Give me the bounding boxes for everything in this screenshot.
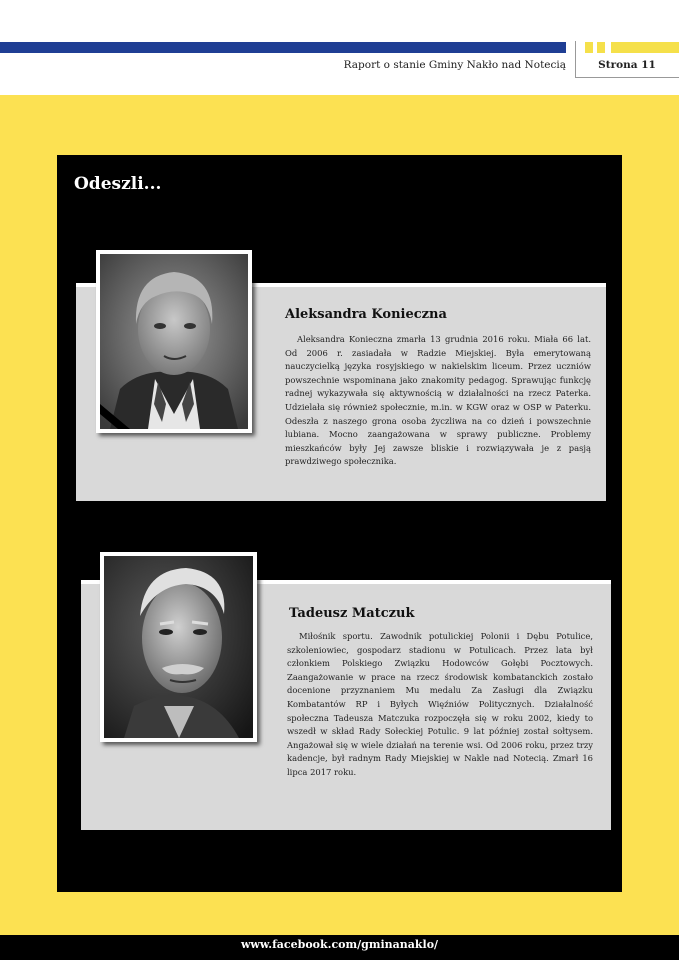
header-divider: [575, 41, 576, 78]
person-name: Aleksandra Konieczna: [285, 307, 447, 322]
portrait-man-image: [104, 556, 253, 738]
header-underline: [575, 77, 679, 78]
report-title: Raport o stanie Gminy Nakło nad Notecią: [343, 59, 566, 71]
section-title: Odeszli...: [74, 174, 162, 194]
person-name: Tadeusz Matczuk: [289, 606, 415, 621]
header-blue-bar: [0, 42, 566, 53]
portrait-woman-image: [100, 254, 248, 429]
footer-facebook-link[interactable]: www.facebook.com/gminanaklo/: [240, 938, 439, 951]
header-yellow-square: [585, 42, 593, 53]
header-yellow-bar: [611, 42, 679, 53]
portrait-photo: [96, 250, 252, 433]
person-bio: Miłośnik sportu. Zawodnik potulickiej Polonii i Dębu Potulice, szkoleniowiec, gospodarz stadionu w Potulicach. Przez lata był członkiem Polskiego Związku Hodowców Gołębi Pocztowych. Zaangażowanie w prace na rzecz środowisk kombatanckich zostało docenione przyznaniem Mu medalu Za Zasługi dla Związku Kombatantów RP i Byłych Więźniów Politycznych. Działalność społeczna Tadeusza Matczuka rozpoczęła się w roku 2002, kiedy to wszedł w skład Rady Sołeckiej Potulic. 9 lat później został sołtysem. Angażował się w wiele działań na terenie wsi. Od 2006 roku, przez trzy kadencje, był radnym Rady Miejskiej w Nakle nad Notecią. Zmarł 16 lipca 2017 roku.: [287, 631, 593, 777]
person-bio: Aleksandra Konieczna zmarła 13 grudnia 2016 roku. Miała 66 lat. Od 2006 r. zasiadała w Radzie Miejskiej. Była emerytowaną nauczycielką języka rosyjskiego w nakielskim liceum. Przez uczniów powszechnie wspominana jako znakomity pedagog. Sprawując funkcję radnej wykazywała się aktywnością w działalności na rzecz Paterka. Udzielała się również społecznie, m.in. w KGW oraz w OSP w Paterku. Odeszła z naszego grona osoba życzliwa na co dzień i powszechnie lubiana. Mocno zaangażowana w sprawy publiczne. Problemy mieszkańców były Jej zawsze bliskie i rozwiązywała je z pasją prawdziwego społecznika.: [285, 334, 591, 467]
header-yellow-square: [597, 42, 605, 53]
page-number: Strona 11: [598, 59, 656, 71]
portrait-photo: [100, 552, 257, 742]
